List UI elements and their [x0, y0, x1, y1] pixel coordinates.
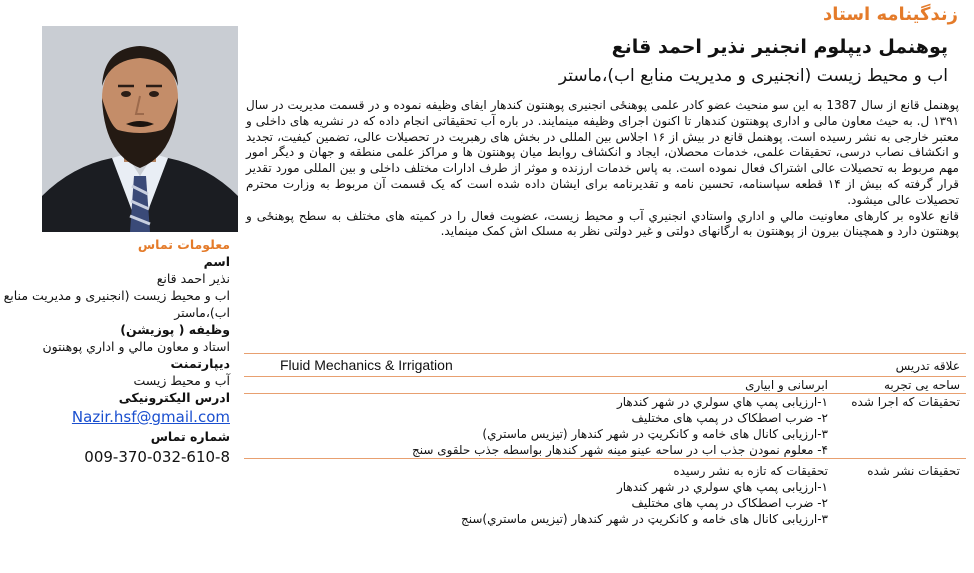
professor-name: پوهنمل دیپلوم انجنیر نذیر احمد قانع — [611, 36, 948, 58]
row-label: تحقیقات نشر شده — [834, 459, 966, 528]
list-item: تحقیقات که تازه به نشر رسیده — [673, 464, 828, 478]
field-value: اب و محیط زیست (انجنیری و مدیریت منابع اب)،ماستر — [3, 288, 230, 320]
name-label: اسم — [203, 254, 230, 269]
contact-info — [0, 236, 230, 469]
list-item: ۱-ارزیابی پمپ هاي سولري در شهر کندهار — [616, 395, 828, 409]
row-content — [244, 354, 834, 377]
row-content — [244, 394, 834, 459]
row-label: ساحه یی تجربه — [834, 377, 966, 394]
table-row — [244, 394, 966, 459]
department-label: دیپارتمنت — [170, 356, 230, 371]
row-content — [244, 377, 834, 394]
department-value: آب و محیط زیست — [133, 373, 230, 388]
page-title: زندگینامه استاد — [823, 4, 958, 25]
row-label: تحقیقات که اجرا شده — [834, 394, 966, 459]
bio-paragraph-2: قانع علاوه بر کارهای معاونیت مالي و اداري واستادي انجنيري آب و محیط زیست، عضویت فعال را در کمیته های مختلف به سطح پوهنځی و پوهنتون دارد و همچینان بیرون از پوهنتون به ارگانهای دولتی و غیر دولتی نظر به مسلک اش کمک مینماید. — [246, 208, 959, 239]
phone-label: شماره تماس — [150, 429, 230, 444]
row-content — [244, 459, 834, 528]
profile-photo — [42, 26, 238, 232]
info-table — [244, 353, 966, 527]
name-value: نذیر احمد قانع — [156, 271, 230, 286]
list-item: ۴- معلوم نمودن جذب اب در ساحه عینو مینه شهر کندهار بواسطه جذب حلقوی سنج — [412, 443, 828, 457]
table-row — [244, 459, 966, 528]
contact-title: معلومات تماس — [137, 237, 230, 252]
email-label: ادرس الیکترونیکی — [118, 390, 230, 405]
list-item: ۲- ضرب اصطکاک در پمپ های مختلیف — [631, 496, 828, 510]
table-row — [244, 377, 966, 394]
biography — [246, 98, 959, 240]
list-item: ۳-ارزیابی کانال های خامه و کانکریټ در شهر کندهار (تیزیس ماستري) — [482, 427, 828, 441]
row-label: علاقه تدریس — [834, 354, 966, 377]
teaching-interest: Fluid Mechanics & Irrigation — [280, 357, 453, 373]
table-row — [244, 354, 966, 377]
email-link[interactable]: Nazir.hsf@gmail.com — [71, 408, 230, 426]
position-label: وظیفه ( پوزیشن) — [120, 322, 230, 337]
portrait-image — [42, 26, 238, 232]
phone-value: 009-370-032-610-8 — [84, 448, 230, 466]
list-item: ۲- ضرب اصطکاک در پمپ های مختلیف — [631, 411, 828, 425]
bio-paragraph-1: پوهنمل قانع از سال 1387 به این سو منحیث عضو کادر علمی پوهنځی انجنیری پوهنتون کندهار ایفای وظیفه نموده و در قسمت مدیریت در سال ۱۳۹۱ ل. به حیث معاون مالی و اداری پوهنتون کندهار تا اکنون اجرای وظیفه مینمایند. در باره آب تحقیقاتی انجام داده که در نشریه های داخلی و معتبر خارجی به نشر رسیده است. پوهنمل قانع در بیش از ۱۶ اجلاس بین المللی در بخش های رهبریت در تحصیلات عالی، تضمین کیفیت، تجدید و انکشاف نصاب درسی، تحقیقات علمی، خدمات محصلان، ایجاد و انکشاف روابط میان پوهنتون ها و مراکز علمی منطقه و جهان و دیگر امور مهم مربوط به تحصیلات عالی اشتراک فعال نموده است. به پاس خدمات ارزنده و موثر از طرف ادارات مختلف داخلی و بین المللی مورد تقدیر قرار گرفته که بیش از ۱۴ قطعه سپاسنامه، تحسین نامه و تقدیرنامه برای ایشان داده شده است که یک قسمت آن مربوط به وزارت محترم تحصیلات عالی میشود. — [246, 98, 960, 207]
list-item: ۱-ارزیابی پمپ هاي سولري در شهر کندهار — [616, 480, 828, 494]
position-value: استاد و معاون مالي و اداري پوهنتون — [42, 339, 230, 354]
list-item: ۳-ارزیابی کانال های خامه و کانکریټ در شهر کندهار (تیزیس ماستري)سنج — [461, 512, 828, 526]
degree-line: اب و محیط زیست (انجنیری و مدیریت منابع اب)،ماستر — [558, 66, 948, 86]
list-item: ابرسانی و ابیاری — [745, 378, 828, 392]
